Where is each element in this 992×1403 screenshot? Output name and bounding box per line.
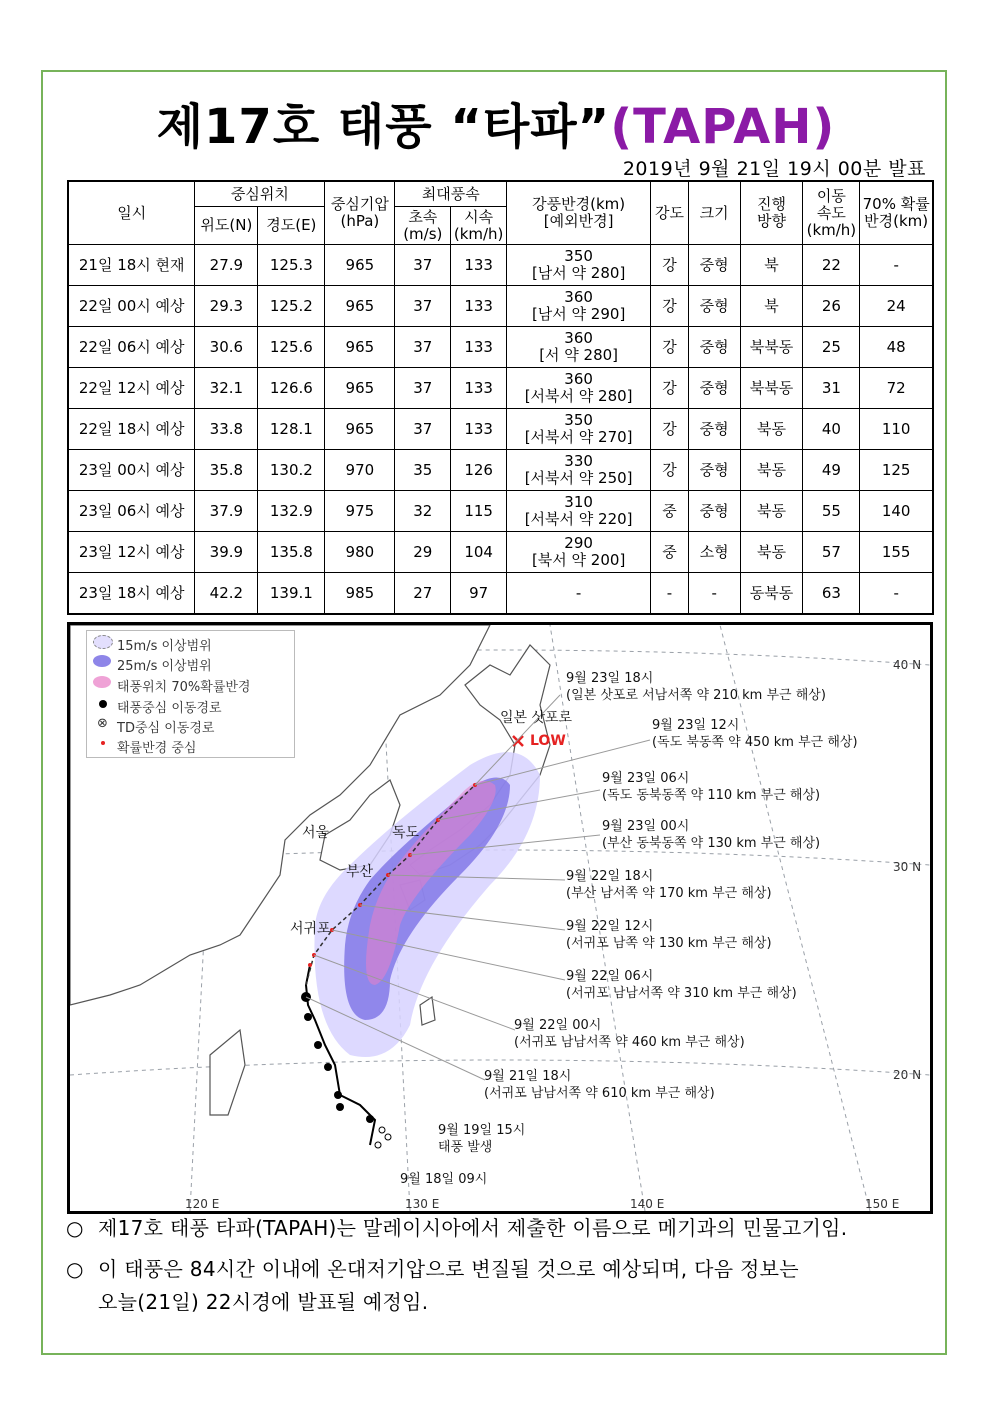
table-row <box>68 286 933 327</box>
row-lat: 29.3 <box>195 286 258 327</box>
row-lon: 125.2 <box>258 286 325 327</box>
city-seoul: 서울 <box>302 825 330 841</box>
row-lat: 42.2 <box>195 573 258 615</box>
note-1: ○ 제17호 태풍 타파(TAPAH)는 말레이시아에서 제출한 이름으로 메기과의 민물고기임. <box>66 1213 926 1243</box>
legend-25ms-swatch <box>93 655 111 667</box>
row-intensity: 강 <box>651 245 689 286</box>
row-lon: 126.6 <box>258 368 325 409</box>
header-time: 일시 <box>68 181 195 245</box>
legend-15ms-swatch <box>93 635 113 649</box>
row-ms: 37 <box>395 327 451 368</box>
label-23-06: 9월 23일 06시 (독도 동북동쪽 약 110 km 부근 해상) <box>602 771 821 803</box>
table-row <box>68 409 933 450</box>
lon-130: 130 E <box>405 1197 440 1211</box>
row-direction: 북북동 <box>740 368 803 409</box>
row-speed: 57 <box>803 532 860 573</box>
row-intensity: 강 <box>651 409 689 450</box>
city-sapporo: 일본 삿포로 <box>500 710 573 726</box>
label-21-18: 9월 21일 18시 (서귀포 남남서쪽 약 610 km 부근 해상) <box>484 1069 715 1101</box>
row-speed: 49 <box>803 450 860 491</box>
label-22-18: 9월 22일 18시 (부산 남서쪽 약 170 km 부근 해상) <box>566 869 772 901</box>
city-dokdo: 독도 <box>392 825 420 841</box>
label-19-15: 9월 19일 15시 태풍 발생 <box>438 1123 526 1155</box>
row-time: 23일 06시 예상 <box>68 491 195 532</box>
circle-bullet-icon: ○ <box>66 1257 84 1281</box>
row-intensity: 중 <box>651 532 689 573</box>
row-ms: 29 <box>395 532 451 573</box>
row-lat: 33.8 <box>195 409 258 450</box>
circle-bullet-icon: ○ <box>66 1216 84 1240</box>
row-radius: 310 [서북서 약 220] <box>507 491 651 532</box>
lat-30: 30 N <box>893 860 922 874</box>
row-direction: 북 <box>740 286 803 327</box>
row-time: 22일 00시 예상 <box>68 286 195 327</box>
row-ms: 37 <box>395 245 451 286</box>
row-prob: 110 <box>860 409 933 450</box>
row-size: 중형 <box>688 286 740 327</box>
note-2-cont: 오늘(21일) 22시경에 발표될 예정임. <box>98 1290 429 1314</box>
legend-track: 태풍중심 이동경로 <box>117 701 222 716</box>
row-radius: 360 [서 약 280] <box>507 327 651 368</box>
header-ms: 초속 (m/s) <box>395 207 451 245</box>
td-icon: ⊗ <box>97 716 108 731</box>
legend-25ms: 25m/s 이상범위 <box>117 659 212 674</box>
row-lon: 125.3 <box>258 245 325 286</box>
row-lon: 135.8 <box>258 532 325 573</box>
label-23-12: 9월 23일 12시 (독도 북동쪽 약 450 km 부근 해상) <box>652 718 858 750</box>
row-time: 22일 12시 예상 <box>68 368 195 409</box>
row-direction: 동북동 <box>740 573 803 615</box>
row-ms: 27 <box>395 573 451 615</box>
row-direction: 북동 <box>740 409 803 450</box>
row-prob: - <box>860 245 933 286</box>
row-pressure: 965 <box>325 327 395 368</box>
row-speed: 25 <box>803 327 860 368</box>
low-label: LOW <box>530 733 566 749</box>
label-22-06: 9월 22일 06시 (서귀포 남남서쪽 약 310 km 부근 해상) <box>566 969 797 1001</box>
row-ms: 32 <box>395 491 451 532</box>
header-position: 중심위치 <box>195 181 325 207</box>
row-size: 중형 <box>688 368 740 409</box>
row-lat: 30.6 <box>195 327 258 368</box>
row-size: 중형 <box>688 491 740 532</box>
typhoon-track-map <box>67 622 933 1214</box>
row-prob: 72 <box>860 368 933 409</box>
header-radius: 강풍반경(km) [예외반경] <box>507 181 651 245</box>
row-lat: 39.9 <box>195 532 258 573</box>
row-intensity: 강 <box>651 327 689 368</box>
row-direction: 북동 <box>740 450 803 491</box>
row-direction: 북동 <box>740 532 803 573</box>
table-row <box>68 327 933 368</box>
row-ms: 35 <box>395 450 451 491</box>
row-time: 22일 06시 예상 <box>68 327 195 368</box>
row-prob: 155 <box>860 532 933 573</box>
row-speed: 31 <box>803 368 860 409</box>
label-18-09: 9월 18일 09시 <box>400 1172 488 1187</box>
row-kmh: 97 <box>451 573 507 615</box>
row-intensity: 중 <box>651 491 689 532</box>
row-size: 중형 <box>688 409 740 450</box>
row-radius: 330 [서북서 약 250] <box>507 450 651 491</box>
row-time: 23일 18시 예상 <box>68 573 195 615</box>
row-speed: 55 <box>803 491 860 532</box>
header-lon: 경도(E) <box>258 207 325 245</box>
table-row <box>68 368 933 409</box>
header-maxwind: 최대풍속 <box>395 181 507 207</box>
row-pressure: 965 <box>325 368 395 409</box>
label-22-00: 9월 22일 00시 (서귀포 남남서쪽 약 460 km 부근 해상) <box>514 1018 745 1050</box>
row-prob: 48 <box>860 327 933 368</box>
title-english: (TAPAH) <box>610 99 836 155</box>
row-size: 중형 <box>688 327 740 368</box>
legend-prob: 태풍위치 70%확률반경 <box>117 680 251 695</box>
row-size: 중형 <box>688 450 740 491</box>
row-ms: 37 <box>395 409 451 450</box>
row-size: - <box>688 573 740 615</box>
header-lat: 위도(N) <box>195 207 258 245</box>
row-direction: 북동 <box>740 491 803 532</box>
row-ms: 37 <box>395 368 451 409</box>
row-lon: 130.2 <box>258 450 325 491</box>
row-kmh: 133 <box>451 245 507 286</box>
row-speed: 40 <box>803 409 860 450</box>
row-lat: 32.1 <box>195 368 258 409</box>
row-radius: - <box>507 573 651 615</box>
row-pressure: 965 <box>325 245 395 286</box>
row-intensity: 강 <box>651 368 689 409</box>
row-speed: 22 <box>803 245 860 286</box>
city-busan: 부산 <box>346 864 374 880</box>
row-lon: 128.1 <box>258 409 325 450</box>
header-size: 크기 <box>688 181 740 245</box>
row-kmh: 133 <box>451 327 507 368</box>
row-pressure: 985 <box>325 573 395 615</box>
label-23-00: 9월 23일 00시 (부산 동북동쪽 약 130 km 부근 해상) <box>602 819 821 851</box>
row-prob: 24 <box>860 286 933 327</box>
row-radius: 290 [북서 약 200] <box>507 532 651 573</box>
label-22-12: 9월 22일 12시 (서귀포 남쪽 약 130 km 부근 해상) <box>566 919 772 951</box>
header-direction: 진행 방향 <box>740 181 803 245</box>
row-time: 23일 12시 예상 <box>68 532 195 573</box>
row-size: 중형 <box>688 245 740 286</box>
row-speed: 26 <box>803 286 860 327</box>
lat-40: 40 N <box>893 658 922 672</box>
row-radius: 360 [남서 약 290] <box>507 286 651 327</box>
row-lat: 35.8 <box>195 450 258 491</box>
row-lon: 139.1 <box>258 573 325 615</box>
header-kmh: 시속 (km/h) <box>451 207 507 245</box>
row-intensity: 강 <box>651 286 689 327</box>
td-points <box>375 1127 391 1148</box>
header-pressure: 중심기압 (hPa) <box>325 181 395 245</box>
row-pressure: 980 <box>325 532 395 573</box>
legend-15ms: 15m/s 이상범위 <box>117 639 212 654</box>
row-kmh: 126 <box>451 450 507 491</box>
row-radius: 350 [남서 약 280] <box>507 245 651 286</box>
row-ms: 37 <box>395 286 451 327</box>
page-title <box>0 88 992 157</box>
row-size: 소형 <box>688 532 740 573</box>
table-row <box>68 245 933 286</box>
map-legend <box>86 630 295 758</box>
row-lon: 125.6 <box>258 327 325 368</box>
red-dot-icon <box>101 741 105 745</box>
row-lon: 132.9 <box>258 491 325 532</box>
lon-150: 150 E <box>865 1197 900 1211</box>
row-kmh: 104 <box>451 532 507 573</box>
row-intensity: 강 <box>651 450 689 491</box>
row-direction: 북 <box>740 245 803 286</box>
row-kmh: 133 <box>451 409 507 450</box>
lon-140: 140 E <box>630 1197 665 1211</box>
row-intensity: - <box>651 573 689 615</box>
forecast-rows <box>68 245 933 615</box>
table-row <box>68 491 933 532</box>
row-lat: 27.9 <box>195 245 258 286</box>
lat-20: 20 N <box>893 1068 922 1082</box>
note-2: ○ 이 태풍은 84시간 이내에 온대저기압으로 변질될 것으로 예상되며, 다음 정보는 <box>66 1254 926 1284</box>
row-prob: 125 <box>860 450 933 491</box>
row-radius: 350 [서북서 약 270] <box>507 409 651 450</box>
row-pressure: 965 <box>325 409 395 450</box>
title-main: 제17호 태풍 “타파” <box>156 99 611 155</box>
row-kmh: 115 <box>451 491 507 532</box>
row-direction: 북북동 <box>740 327 803 368</box>
row-lat: 37.9 <box>195 491 258 532</box>
row-kmh: 133 <box>451 286 507 327</box>
header-intensity: 강도 <box>651 181 689 245</box>
row-radius: 360 [서북서 약 280] <box>507 368 651 409</box>
row-prob: - <box>860 573 933 615</box>
header-speed: 이동 속도 (km/h) <box>803 181 860 245</box>
legend-td: TD중심 이동경로 <box>117 721 215 736</box>
row-time: 21일 18시 현재 <box>68 245 195 286</box>
label-23-18: 9월 23일 18시 (일본 삿포로 서남서쪽 약 210 km 부근 해상) <box>566 671 826 703</box>
city-seogwipo: 서귀포 <box>290 921 331 937</box>
lon-120: 120 E <box>185 1197 220 1211</box>
row-speed: 63 <box>803 573 860 615</box>
row-kmh: 133 <box>451 368 507 409</box>
row-pressure: 965 <box>325 286 395 327</box>
legend-center: 확률반경 중심 <box>117 741 197 756</box>
row-pressure: 970 <box>325 450 395 491</box>
forecast-table <box>67 180 934 615</box>
typhoon-icon <box>99 700 107 708</box>
legend-prob-swatch <box>93 676 111 688</box>
row-prob: 140 <box>860 491 933 532</box>
row-pressure: 975 <box>325 491 395 532</box>
table-row <box>68 532 933 573</box>
header-prob: 70% 확률 반경(km) <box>860 181 933 245</box>
table-row <box>68 450 933 491</box>
row-time: 22일 18시 예상 <box>68 409 195 450</box>
table-row <box>68 573 933 615</box>
row-time: 23일 00시 예상 <box>68 450 195 491</box>
issued-time: 2019년 9월 21일 19시 00분 발표 <box>622 158 926 180</box>
